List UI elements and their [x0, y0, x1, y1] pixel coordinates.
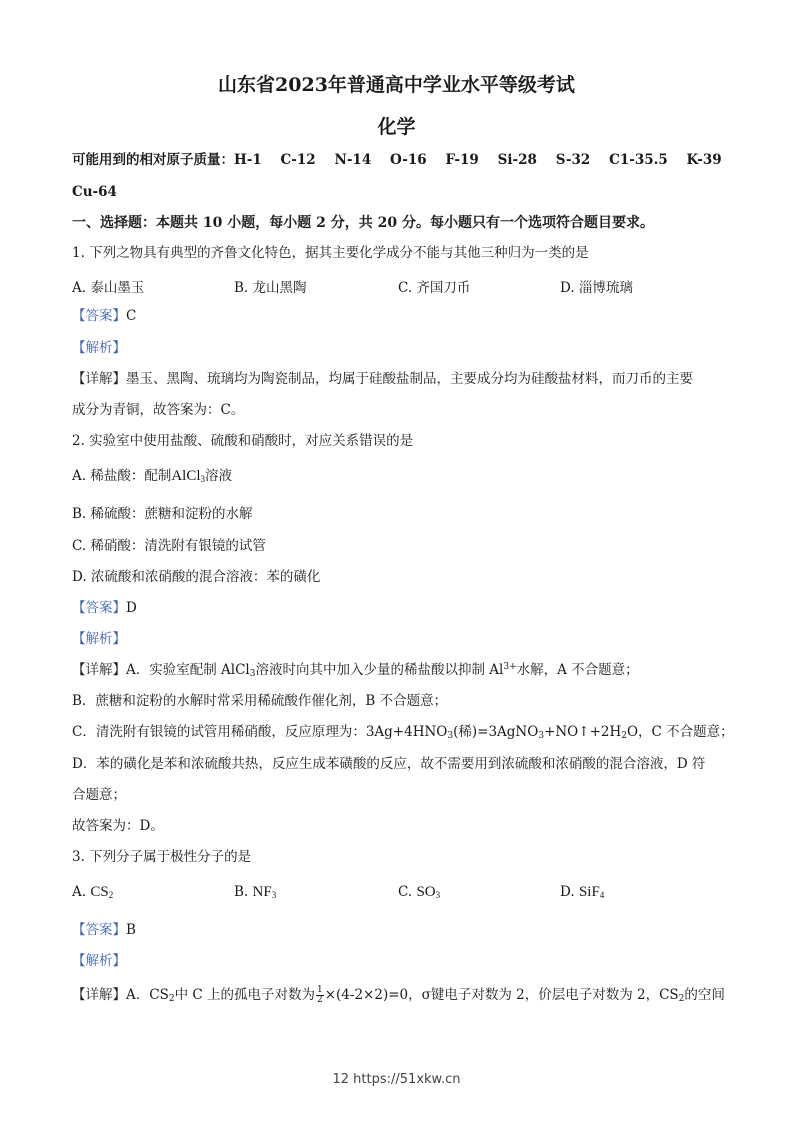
q2-detail-b: B．蔗糖和淀粉的水解时常采用稀硫酸作催化剂，B 不合题意；: [72, 693, 448, 709]
q1-answer-value: C: [126, 308, 137, 324]
q2-answer-value: D: [126, 600, 137, 616]
q2-detail-c: C．清洗附有银镜的试管用稀硝酸，反应原理为：$3Ag+4HNO_3$(稀)$=3AgNO_3+NO↑+2H_2O$，C 不合题意；: [72, 724, 734, 741]
q2-option-b: B. 稀硫酸：蔗糖和淀粉的水解: [72, 506, 253, 522]
atomic-mass-line-cont: Cu-64: [72, 184, 117, 200]
q1-option-a: A. 泰山墨玉: [72, 280, 145, 296]
q2-option-a-suffix: 溶液: [205, 468, 233, 484]
answer-tag: 【答案】: [72, 922, 126, 938]
q1-stem: 1. 下列之物具有典型的齐鲁文化特色，据其主要化学成分不能与其他三种归为一类的是: [72, 245, 589, 261]
q3-option-c: C. $SO_3$: [398, 884, 441, 900]
q1-option-d: D. 淄博琉璃: [560, 280, 633, 296]
exam-title: 山东省2023年普通高中学业水平等级考试: [218, 74, 575, 96]
q2-option-a-text: A. 稀盐酸：配制: [72, 468, 172, 484]
q3-detail-a: 【详解】A．$CS_2$中 C 上的孤电子对数为 $\frac{1}{2}$ ×(4-2×2)=0，σ键电子对数为 2，价层电子对数为 2，$CS_2$的空间: [72, 985, 725, 1005]
q1-detail-line: 【详解】墨玉、黑陶、琉璃均为陶瓷制品，均属于硅酸盐制品，主要成分均为硅酸盐材料，而刀币的主要: [72, 371, 693, 387]
q3-option-b: B. $NF_3$: [234, 884, 277, 900]
q3-answer-value: B: [126, 922, 136, 938]
section-heading: 一、选择题：本题共 10 小题，每小题 2 分，共 20 分。每小题只有一个选项符合题目要求。: [72, 215, 654, 231]
q1-option-c: C. 齐国刀币: [398, 280, 471, 296]
q2-answer: [72, 599, 137, 617]
q2-option-c: C. 稀硝酸：清洗附有银镜的试管: [72, 538, 266, 554]
subject-title: 化学: [377, 116, 416, 138]
q3-option-d: D. SiF$_4$: [560, 884, 605, 900]
q3-option-a: A. $CS_2$: [72, 884, 114, 900]
atomic-mass-line: 可能用到的相对原子质量：H-1 C-12 N-14 O-16 F-19 Si-28 S-32 C1-35.5 K-39: [72, 152, 722, 168]
q1-option-b: B. 龙山黑陶: [234, 280, 307, 296]
q2-detail-d: D．苯的磺化是苯和浓硫酸共热，反应生成苯磺酸的反应，故不需要用到浓硫酸和浓硝酸的混合溶液，D 符: [72, 756, 706, 772]
q3-answer: [72, 921, 136, 939]
q2-detail-d-cont: 合题意；: [72, 787, 126, 803]
q2-conclusion: 故答案为：D。: [72, 818, 164, 834]
answer-tag: 【答案】: [72, 600, 126, 616]
q2-analysis-tag: 【解析】: [72, 631, 126, 647]
q2-option-a: [72, 467, 232, 485]
q1-detail-line: 成分为青铜，故答案为：C。: [72, 402, 245, 418]
q1-answer: [72, 307, 136, 325]
q2-option-d: D. 浓硫酸和浓硝酸的混合溶液：苯的磺化: [72, 569, 321, 585]
q1-analysis-tag: 【解析】: [72, 340, 126, 356]
page-footer: 12 https://51xkw.cn: [332, 1072, 461, 1087]
formula: AlCl$_3$: [171, 468, 206, 484]
q2-stem: 2. 实验室中使用盐酸、硫酸和硝酸时，对应关系错误的是: [72, 433, 414, 449]
fraction: $\frac{1}{2}$: [316, 985, 323, 1005]
q2-detail-a: 【详解】A．实验室配制 AlCl$_3$溶液时向其中加入少量的稀盐酸以抑制 $Al^{3+}$水解，A 不合题意；: [72, 662, 639, 679]
q3-analysis-tag: 【解析】: [72, 953, 126, 969]
answer-tag: 【答案】: [72, 308, 126, 324]
q3-stem: 3. 下列分子属于极性分子的是: [72, 849, 252, 865]
